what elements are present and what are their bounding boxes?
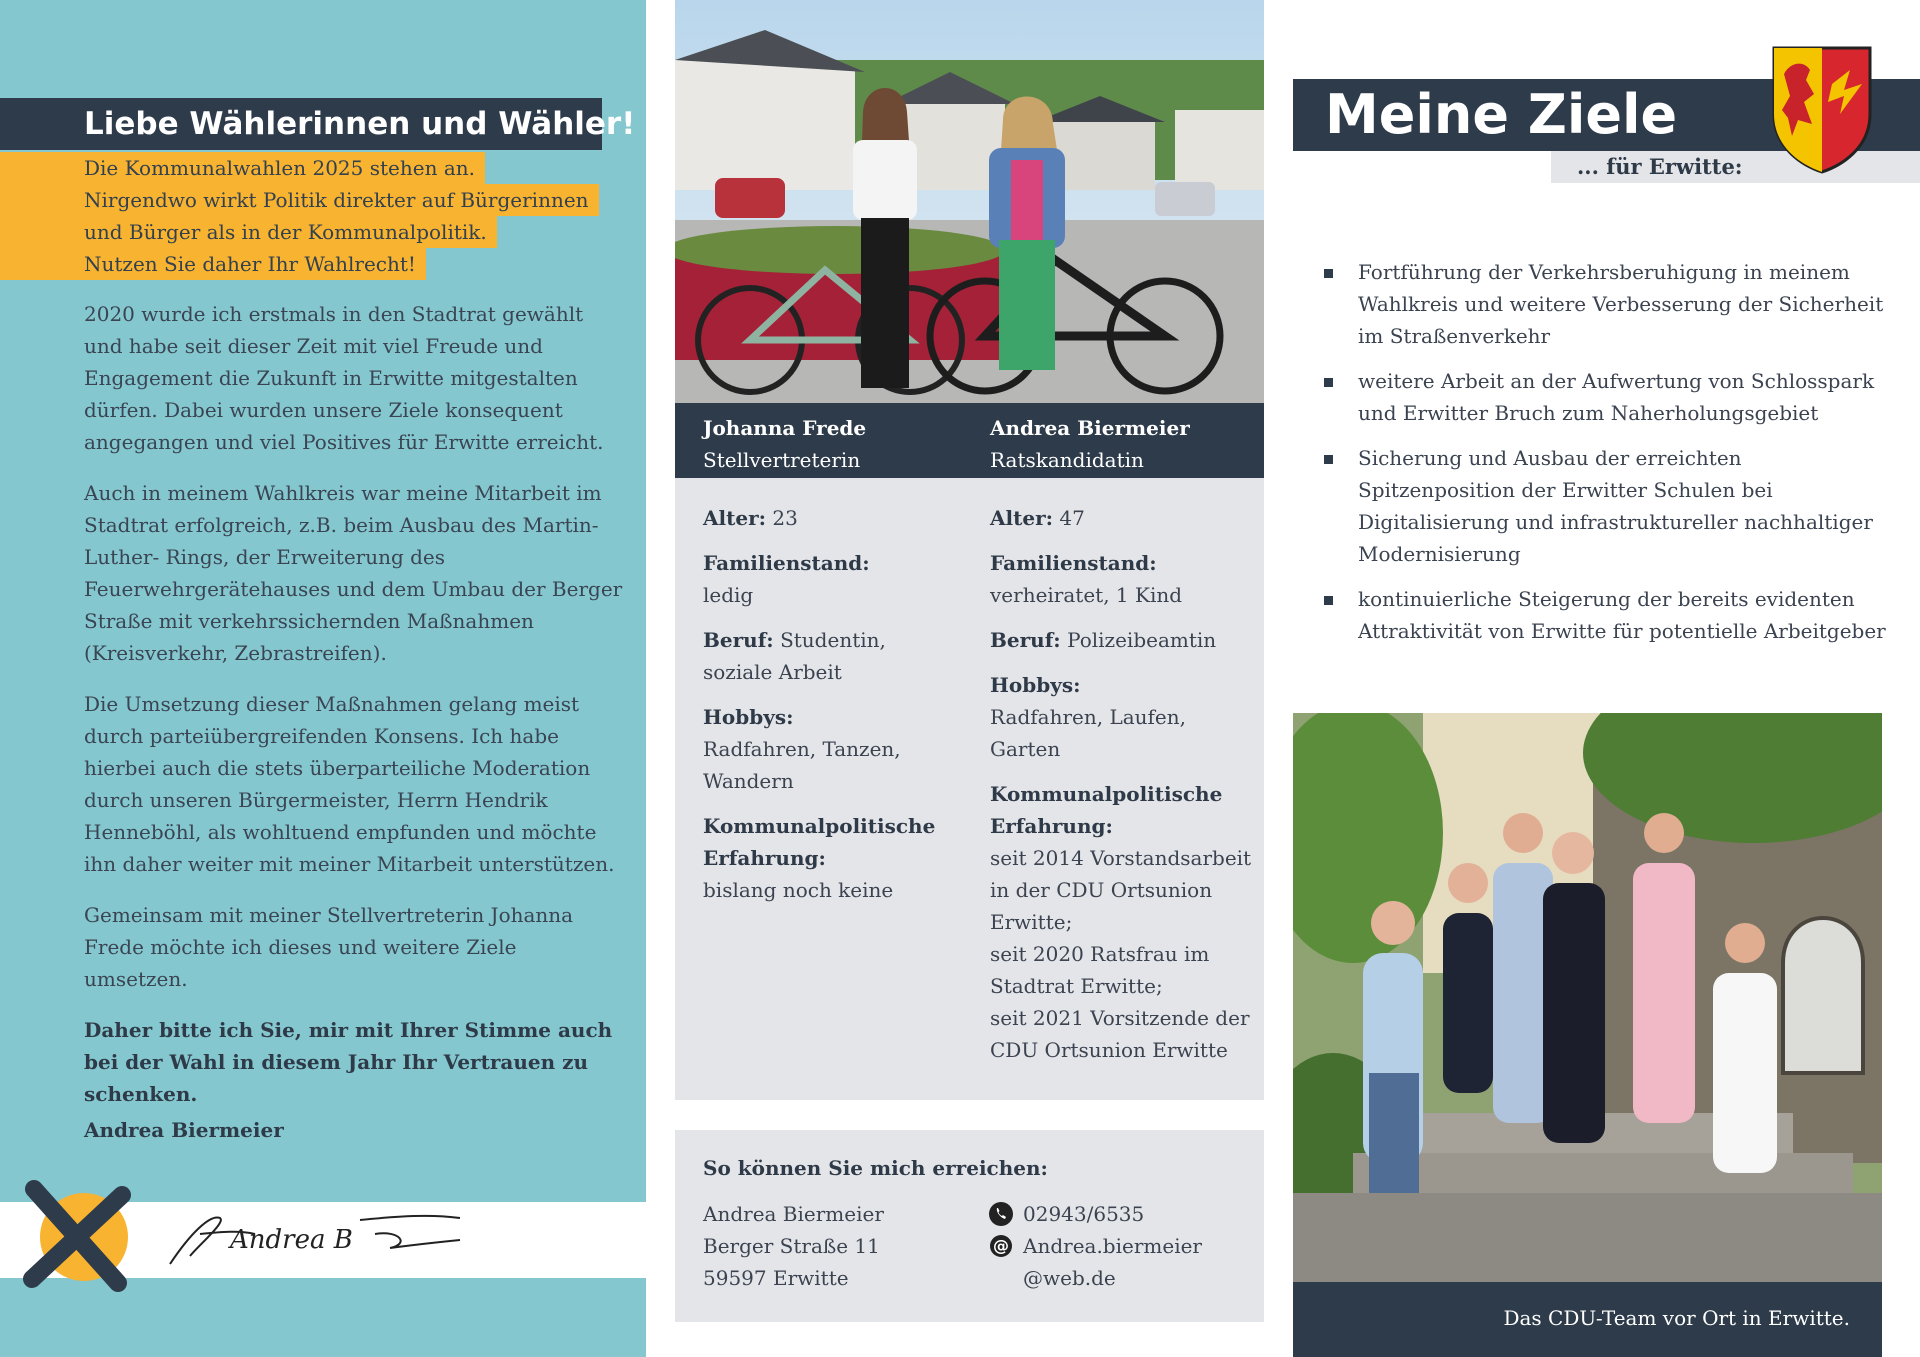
address-line: Berger Straße 11 — [703, 1234, 880, 1258]
age-value: 23 — [772, 506, 798, 530]
vote-cross-icon — [18, 1175, 138, 1295]
candidate-name: Johanna Frede — [703, 416, 867, 440]
letter-body — [84, 298, 624, 1129]
goal-item — [1322, 256, 1892, 352]
candidate-profile — [990, 502, 1260, 1079]
letter-paragraph: Die Umsetzung dieser Maßnahmen gelang meist durch parteiübergreifenden Konsens. Ich habe hierbei auch die stets überparteiliche Moderation durch unseren Bürgermeister, Herrn Hendrik Henneböhl, als wohltuend empfunden und möchte ihn daher weiter mit meiner Mitarbeit unterstützen. — [84, 692, 615, 876]
age-label: Alter: — [990, 506, 1053, 530]
hobbies-label: Hobbys: — [703, 705, 794, 729]
candidate-name: Andrea Biermeier — [990, 416, 1190, 440]
age-label: Alter: — [703, 506, 766, 530]
hobbies-value: Radfahren, Laufen, Garten — [990, 705, 1187, 761]
email-row[interactable] — [989, 1230, 1202, 1262]
goals-subtitle: ... für Erwitte: — [1551, 151, 1920, 183]
square-bullet-icon — [1324, 378, 1333, 387]
candidate-header — [990, 412, 1190, 476]
signature-name: Andrea Biermeier — [84, 1118, 284, 1142]
address-line: Andrea Biermeier — [703, 1202, 884, 1226]
letter-paragraph: Gemeinsam mit meiner Stellvertreterin Johanna Frede möchte ich dieses und weitere Ziele umsetzen. — [84, 903, 574, 991]
erwitte-crest-icon — [1770, 44, 1874, 174]
letter-paragraph: 2020 wurde ich erstmals in den Stadtrat gewählt und habe seit dieser Zeit mit viel Freude und Engagement die Zukunft in Erwitte mitgestalten dürfen. Dabei wurden unsere Ziele konsequent angegangen und viel Positives für Erwitte erreicht. — [84, 302, 604, 454]
contact-channels — [989, 1198, 1202, 1294]
team-photo — [1293, 713, 1882, 1282]
job-value: Polizeibeamtin — [1067, 628, 1217, 652]
experience-label: Kommunalpolitische Erfahrung: — [703, 814, 936, 870]
candidate-header — [703, 412, 866, 476]
phone-number[interactable]: 02943/6535 — [1023, 1202, 1145, 1226]
candidate-name-bar — [675, 403, 1264, 478]
team-photo-caption: Das CDU-Team vor Ort in Erwitte. — [1293, 1282, 1882, 1357]
address-line: 59597 Erwitte — [703, 1266, 849, 1290]
phone-row[interactable] — [989, 1198, 1202, 1230]
phone-icon — [989, 1202, 1013, 1226]
intro-line: und Bürger als in der Kommunalpolitik. — [0, 216, 497, 248]
experience-item: bislang noch keine — [703, 878, 894, 902]
intro-line: Nutzen Sie daher Ihr Wahlrecht! — [0, 248, 426, 280]
family-label: Familienstand: — [990, 551, 1157, 575]
family-value: verheiratet, 1 Kind — [990, 583, 1183, 607]
experience-item: seit 2020 Ratsfrau im Stadtrat Erwitte; — [990, 942, 1210, 998]
hobbies-value: Radfahren, Tanzen, Wandern — [703, 737, 901, 793]
letter-title: Liebe Wählerinnen und Wähler! — [0, 98, 602, 150]
contact-address — [703, 1198, 884, 1294]
goal-item — [1322, 583, 1892, 647]
candidate-info-box — [675, 478, 1264, 1100]
goal-text: kontinuierliche Steigerung der bereits evidenten Attraktivität von Erwitte für potentielle Arbeitgeber — [1358, 587, 1886, 643]
contact-box — [675, 1130, 1264, 1322]
candidate-role: Ratskandidatin — [990, 448, 1144, 472]
goal-text: Fortführung der Verkehrsberuhigung in meinem Wahlkreis und weitere Verbesserung der Sicherheit im Straßenverkehr — [1358, 260, 1884, 348]
signature-script: Andrea B — [230, 1225, 353, 1255]
experience-item: seit 2021 Vorsitzende der CDU Ortsunion Erwitte — [990, 1006, 1250, 1062]
goal-item — [1322, 365, 1892, 429]
experience-item: seit 2014 Vorstandsarbeit in der CDU Ortsunion Erwitte; — [990, 846, 1252, 934]
letter-closing: Daher bitte ich Sie, mir mit Ihrer Stimme auch bei der Wahl in diesem Jahr Ihr Vertrauen zu schenken. — [84, 1018, 613, 1106]
job-label: Beruf: — [703, 628, 774, 652]
family-value: ledig — [703, 583, 754, 607]
square-bullet-icon — [1324, 269, 1333, 278]
intro-line: Nirgendwo wirkt Politik direkter auf Bürgerinnen — [0, 184, 599, 216]
contact-title: So können Sie mich erreichen: — [703, 1156, 1048, 1180]
candidate-role: Stellvertreterin — [703, 448, 861, 472]
hobbies-label: Hobbys: — [990, 673, 1081, 697]
square-bullet-icon — [1324, 596, 1333, 605]
job-label: Beruf: — [990, 628, 1061, 652]
letter-paragraph: Auch in meinem Wahlkreis war meine Mitarbeit im Stadtrat erfolgreich, z.B. beim Ausbau des Martin-Luther- Rings, der Erweiterung des Feuerwehrgerätehauses und dem Umbau der Berger Straße mit verkehrssichernden Maßnahmen (Kreisverkehr, Zebrastreifen). — [84, 481, 623, 665]
intro-highlight — [0, 152, 646, 280]
candidate-profile — [703, 502, 973, 919]
intro-line: Die Kommunalwahlen 2025 stehen an. — [0, 152, 485, 184]
goal-text: weitere Arbeit an der Aufwertung von Schlosspark und Erwitter Bruch zum Naherholungsgebiet — [1358, 369, 1875, 425]
goals-list — [1322, 256, 1892, 660]
age-value: 47 — [1059, 506, 1085, 530]
family-label: Familienstand: — [703, 551, 870, 575]
goals-title: Meine Ziele — [1293, 79, 1920, 151]
square-bullet-icon — [1324, 455, 1333, 464]
email-icon — [989, 1234, 1013, 1258]
candidates-photo — [675, 0, 1264, 403]
goal-item — [1322, 442, 1892, 570]
goal-text: Sicherung und Ausbau der erreichten Spitzenposition der Erwitter Schulen bei Digitalisierung und infrastruktureller nachhaltiger Modernisierung — [1358, 446, 1873, 566]
signature-image — [160, 1204, 500, 1276]
email-address[interactable]: Andrea.biermeier — [1023, 1234, 1202, 1258]
svg-text:@: @ — [993, 1236, 1009, 1255]
email-domain[interactable]: @web.de — [1023, 1266, 1116, 1290]
experience-label: Kommunalpolitische Erfahrung: — [990, 782, 1223, 838]
job-value: Studentin, soziale Arbeit — [703, 628, 886, 684]
